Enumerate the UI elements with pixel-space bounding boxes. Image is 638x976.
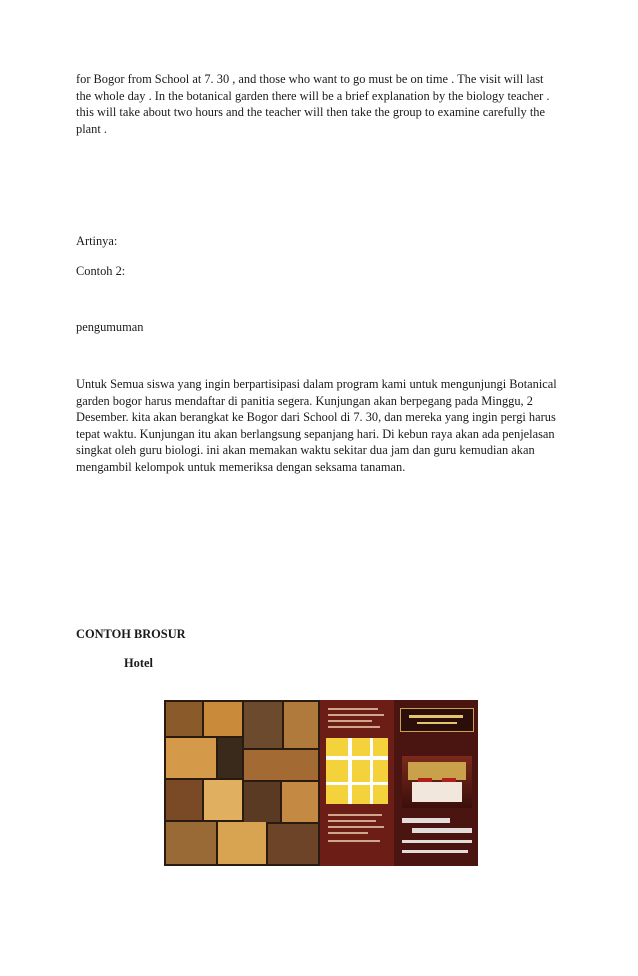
- contoh-2-label: Contoh 2:: [76, 264, 126, 278]
- hotel-brochure-image: [164, 700, 478, 866]
- paragraph-line: mengambil kelompok untuk memeriksa dengan seksama tanaman.: [76, 459, 406, 474]
- paragraph-line: this will take about two hours and the teacher will then take the group to examine carefully the: [76, 105, 545, 120]
- hotel-heading: Hotel: [124, 656, 153, 670]
- cover-panel: [394, 700, 478, 866]
- english-paragraph: [76, 71, 564, 137]
- paragraph-line: Desember. kita akan berangkat ke Bogor dari School di 7. 30, dan mereka yang ingin pergi harus: [76, 410, 556, 425]
- artinya-label: Artinya:: [76, 234, 118, 248]
- bedroom-photo: [402, 756, 472, 808]
- paragraph-line: singkat oleh guru biologi. ini akan memakan waktu sekitar dua jam dan guru kemudian akan: [76, 443, 535, 458]
- paragraph-line: tepat waktu. Kunjungan itu akan berlangsung sepanjang hari. Di kebun raya akan ada penjelasan: [76, 426, 555, 441]
- pengumuman-label: pengumuman: [76, 320, 144, 334]
- contoh-brosur-heading: CONTOH BROSUR: [76, 627, 186, 641]
- location-map-panel: [320, 700, 394, 866]
- indonesian-paragraph: [76, 376, 564, 476]
- paragraph-line: the whole day . In the botanical garden there will be a brief explanation by the biology teacher .: [76, 88, 550, 103]
- photo-collage-panel: [164, 700, 320, 866]
- paragraph-line: for Bogor from School at 7. 30 , and those who want to go must be on time . The visit will last: [76, 72, 544, 86]
- paragraph-line: Untuk Semua siswa yang ingin berpartisipasi dalam program kami untuk mengunjungi Botanical: [76, 377, 557, 391]
- paragraph-line: plant .: [76, 121, 107, 136]
- hotel-logo: [400, 708, 474, 732]
- paragraph-line: garden bogor harus mendaftar di panitia segera. Kunjungan akan berpegang pada Minggu, 2: [76, 393, 533, 408]
- map-graphic: [326, 738, 388, 804]
